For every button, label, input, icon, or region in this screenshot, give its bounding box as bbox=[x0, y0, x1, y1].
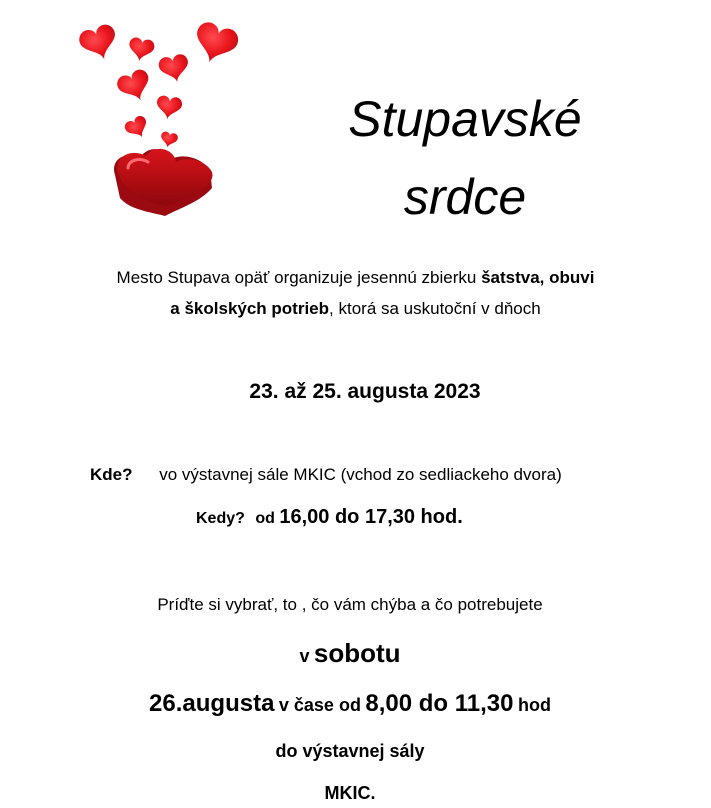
title-line-2: srdce bbox=[403, 169, 527, 225]
saturday-day: sobotu bbox=[313, 638, 401, 668]
intro-bold-1: šatstva, obuvi bbox=[481, 268, 595, 287]
when-line bbox=[196, 506, 463, 529]
intro-paragraph bbox=[0, 262, 711, 324]
saturday-datetime bbox=[0, 690, 700, 718]
intro-bold-2: a školských potrieb bbox=[170, 299, 330, 318]
where-text: vo výstavnej sále MKIC (vchod zo sedliackeho dvora) bbox=[159, 465, 562, 484]
saturday-date: 26.augusta bbox=[149, 690, 275, 717]
when-time: 16,00 do 17,30 hod. bbox=[279, 506, 463, 528]
saturday-place-1: do výstavnej sály bbox=[275, 741, 425, 761]
intro-line-1 bbox=[0, 262, 711, 293]
saturday-prefix: v bbox=[299, 646, 310, 666]
intro-line-2 bbox=[0, 293, 711, 324]
collection-dates: 23. až 25. augusta 2023 bbox=[249, 380, 481, 403]
saturday-place-2: MKIC. bbox=[324, 783, 376, 803]
when-prefix: od bbox=[255, 510, 275, 527]
saturday-line bbox=[0, 638, 700, 669]
when-label: Kedy? bbox=[196, 510, 245, 527]
where-label: Kde? bbox=[90, 465, 133, 484]
page-title bbox=[330, 91, 600, 225]
intro-text-2: , ktorá sa uskutoční v dňoch bbox=[329, 299, 541, 318]
saturday-time-prefix: v čase od bbox=[278, 695, 361, 715]
saturday-hod: hod bbox=[517, 695, 551, 715]
title-line-1: Stupavské bbox=[348, 91, 582, 147]
hearts-decoration-icon bbox=[70, 20, 240, 225]
invite-text: Príďte si vybrať, to , čo vám chýba a čo potrebujete bbox=[157, 595, 543, 614]
saturday-time: 8,00 do 11,30 bbox=[365, 690, 514, 717]
where-line bbox=[90, 465, 562, 485]
intro-text-1: Mesto Stupava opäť organizuje jesennú zbierku bbox=[116, 268, 482, 287]
